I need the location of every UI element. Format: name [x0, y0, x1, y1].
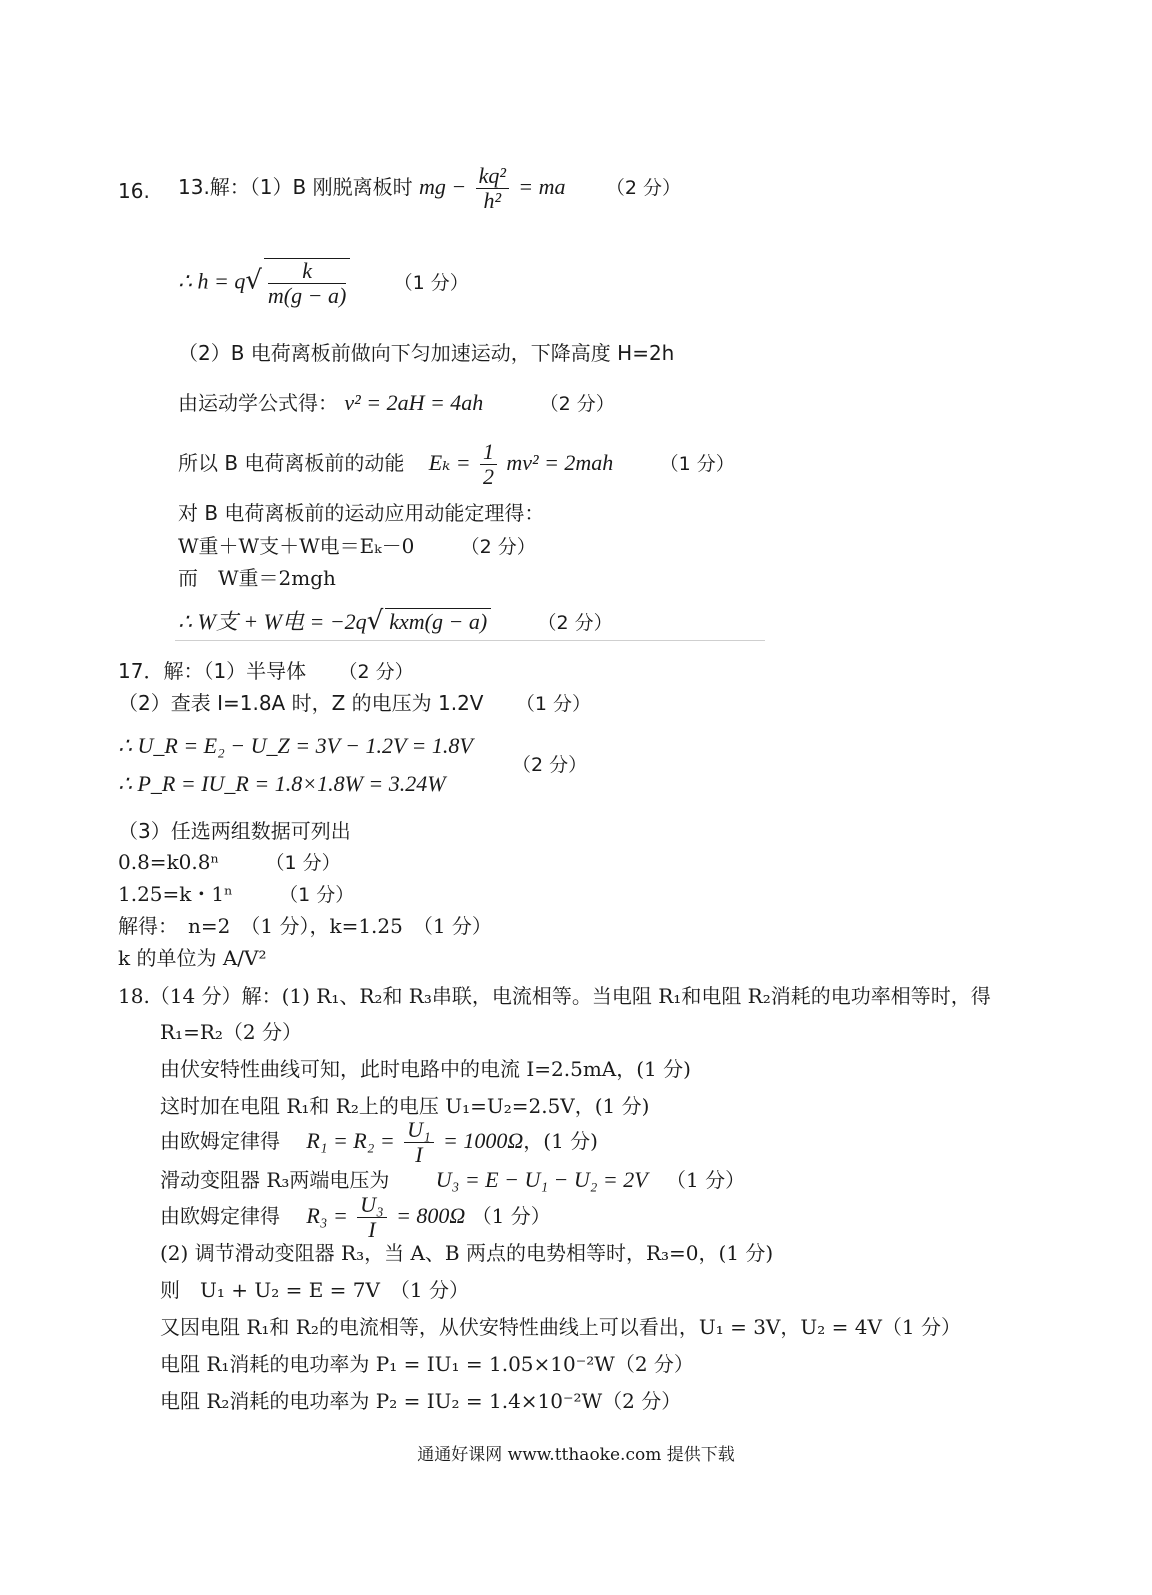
q16-line5-frac	[480, 440, 497, 489]
q18-line6-tail: （1 分）	[666, 1168, 746, 1192]
q17-line1	[118, 658, 414, 685]
q17-line7-text: 1.25=k・1ⁿ	[118, 882, 233, 906]
q16-eq1-lhs: mg −	[418, 174, 467, 199]
q16-line7-text: W重＋W支＋W电＝Eₖ－0	[178, 534, 415, 558]
q18-line5-num: U₁	[404, 1118, 434, 1143]
q16-line3: （2）B 电荷离板前做向下匀加速运动，下降高度 H=2h	[178, 341, 675, 365]
q17-line9: k 的单位为 A/V²	[118, 946, 267, 970]
q18-line5	[160, 1118, 598, 1167]
divider-line	[175, 640, 765, 641]
q16-eq1-num: kq²	[476, 164, 509, 189]
q16-line9	[178, 608, 613, 636]
q16-line9-lhs: ∴ W支 + W电 = −2q	[178, 609, 367, 634]
q18-line12: 电阻 R₂消耗的电功率为 P₂ = IU₂ = 1.4×10⁻²W（2 分）	[160, 1389, 682, 1413]
q16-h-num: k	[268, 259, 346, 284]
q18-line2: R₁=R₂（2 分）	[160, 1020, 302, 1044]
score-q17-line7: （1 分）	[279, 884, 355, 906]
q16-eq1-frac	[476, 164, 509, 213]
q18-line7	[160, 1193, 551, 1242]
score-q16-eq1: （2 分）	[605, 177, 682, 199]
q18-line5-frac	[404, 1118, 434, 1167]
sqrt-sign: √	[366, 606, 384, 636]
score-q17-line2: （1 分）	[515, 693, 591, 715]
q18-line1: 18.（14 分）解：(1) R₁、R₂和 R₃串联，电流相等。当电阻 R₁和电阻 R₂消耗的电功率相等时，得	[118, 984, 991, 1008]
q16-line4-eq: v² = 2aH = 4ah	[344, 390, 484, 415]
q18-line5-tail: ，(1 分)	[523, 1129, 598, 1153]
q16-line5-den: 2	[482, 464, 494, 489]
q17-line1-text: 17．解：（1）半导体	[118, 659, 307, 683]
score-q17-line6: （1 分）	[265, 852, 341, 874]
q18-line6-eq: U₃ = E − U₁ − U₂ = 2V	[435, 1167, 648, 1192]
score-q16-h: （1 分）	[393, 271, 469, 294]
sqrt-sign: √	[245, 265, 262, 296]
q18-line7-frac	[357, 1193, 387, 1242]
q16-line9-rad: kxm(g − a)	[385, 608, 491, 635]
q18-line3: 由伏安特性曲线可知，此时电路中的电流 I=2.5mA，(1 分)	[160, 1057, 691, 1081]
q18-line7-num: U₃	[357, 1193, 387, 1218]
q18-line7-rhs: = 800Ω	[396, 1203, 466, 1228]
footer-credit: 通通好课网 www.tthaoke.com 提供下载	[417, 1445, 735, 1465]
q18-line6	[160, 1167, 745, 1193]
q18-line9: 则 U₁ + U₂ = E = 7V （1 分）	[160, 1278, 470, 1302]
q16-heading	[178, 164, 681, 213]
score-q17-line1: （2 分）	[338, 661, 414, 683]
score-q16-line5: （1 分）	[659, 453, 735, 475]
q17-line6	[118, 849, 341, 876]
q18-line10: 又因电阻 R₁和 R₂的电流相等，从伏安特性曲线上可以看出，U₁ = 3V，U₂ = 4V（1 分）	[160, 1315, 961, 1339]
q16-line5	[178, 440, 735, 489]
q17-line8: 解得： n=2 （1 分），k=1.25 （1 分）	[118, 914, 492, 938]
q18-line7-den: I	[368, 1217, 376, 1242]
q18-line7-lhs: R₃ =	[306, 1203, 348, 1228]
q18-line5-den: I	[415, 1142, 423, 1167]
q16-line-h	[178, 258, 469, 308]
q16-h-pre: ∴ h = q	[178, 268, 246, 294]
q16-line4	[178, 390, 615, 417]
q16-h-sqrt	[264, 258, 350, 308]
q18-line4: 这时加在电阻 R₁和 R₂上的电压 U₁=U₂=2.5V，(1 分)	[160, 1094, 650, 1118]
q16-line4-text: 由运动学公式得：	[178, 391, 338, 415]
score-q16-line9: （2 分）	[537, 612, 613, 634]
q17-line5: （3）任选两组数据可列出	[118, 819, 351, 843]
q18-line11: 电阻 R₁消耗的电功率为 P₁ = IU₁ = 1.05×10⁻²W（2 分）	[160, 1352, 694, 1376]
score-q16-line7: （2 分）	[460, 536, 536, 558]
q16-heading-text: 13.解：（1）B 刚脱离板时	[178, 175, 413, 199]
q18-line7-pre: 由欧姆定律得	[160, 1204, 280, 1228]
q16-h-den: m(g − a)	[267, 283, 347, 308]
q16-line5-num: 1	[480, 440, 497, 465]
q18-line7-tail: （1 分）	[471, 1204, 551, 1228]
q16-line8: 而 W重＝2mgh	[178, 566, 336, 590]
q18-line5-pre: 由欧姆定律得	[160, 1129, 280, 1153]
q16-line5-text: 所以 B 电荷离板前的动能	[178, 451, 405, 475]
q16-line5-lhs: Eₖ =	[428, 450, 471, 475]
q18-line5-lhs: R₁ = R₂ =	[306, 1128, 395, 1153]
q17-line2-text: （2）查表 I=1.8A 时，Z 的电压为 1.2V	[118, 691, 484, 715]
q16-eq1-den: h²	[483, 188, 502, 213]
q16-line7	[178, 533, 536, 560]
q17-line6-text: 0.8=k0.8ⁿ	[118, 850, 220, 874]
q16-line5-rhs: mv² = 2mah	[506, 450, 614, 475]
q17-line7	[118, 881, 354, 908]
q17-line2	[118, 690, 591, 717]
q17-line4: ∴ P_R = IU_R = 1.8×1.8W = 3.24W	[118, 771, 446, 796]
q16-line6: 对 B 电荷离板前的运动应用动能定理得：	[178, 501, 545, 525]
q16-eq1-rhs: = ma	[518, 174, 566, 199]
q18-line5-rhs: = 1000Ω	[443, 1128, 524, 1153]
q17-line3: ∴ U_R = E₂ − U_Z = 3V − 1.2V = 1.8V	[118, 733, 473, 758]
score-q16-line4: （2 分）	[539, 393, 615, 415]
q16-number: 16.	[118, 179, 150, 203]
q18-line6-pre: 滑动变阻器 R₃两端电压为	[160, 1168, 390, 1192]
score-q17-eqs: （2 分）	[512, 754, 588, 776]
q18-line8: (2) 调节滑动变阻器 R₃，当 A、B 两点的电势相等时，R₃=0，(1 分)	[160, 1241, 774, 1265]
